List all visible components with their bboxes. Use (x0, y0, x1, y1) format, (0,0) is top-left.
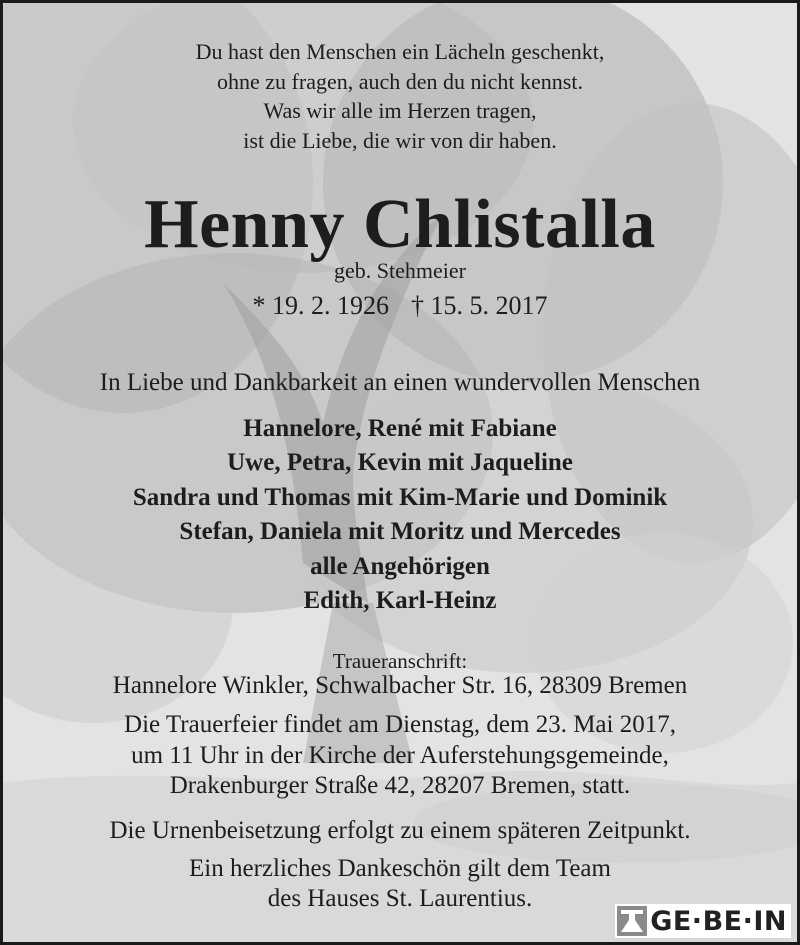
mourning-address: Hannelore Winkler, Schwalbacher Str. 16, 28309 Bremen (112, 672, 688, 699)
ceremony-info (3, 710, 797, 802)
address-label: Traueranschrift: (332, 649, 468, 673)
poem-line: ohne zu fragen, auch den du nicht kennst. (217, 68, 583, 94)
death-date: † 15. 5. 2017 (411, 291, 548, 320)
mourners-list (3, 412, 797, 618)
logo-text: GE·BE·IN (650, 905, 787, 937)
birth-date: * 19. 2. 1926 (252, 291, 389, 320)
poem (3, 37, 797, 155)
mourner-line: Hannelore, René mit Fabiane (243, 415, 557, 442)
ceremony-line: Die Trauerfeier findet am Dienstag, dem 23. Mai 2017, (124, 711, 676, 738)
mourner-line: alle Angehörigen (310, 552, 490, 580)
mourner-line: Uwe, Petra, Kevin mit Jaqueline (227, 449, 573, 477)
mourner-line: Edith, Karl-Heinz (303, 587, 497, 615)
ceremony-line: Drakenburger Straße 42, 28207 Bremen, statt. (169, 772, 631, 799)
publisher-logo (615, 904, 791, 938)
mourner-line: Stefan, Daniela mit Moritz und Mercedes (179, 518, 621, 546)
thanks-line: des Hauses St. Laurentius. (267, 885, 533, 912)
logo-mark-icon (617, 906, 647, 936)
urn-burial-note: Die Urnenbeisetzung erfolgt zu einem späteren Zeitpunkt. (109, 817, 691, 844)
poem-line: Du hast den Menschen ein Lächeln geschenkt, (195, 39, 605, 64)
thanks-line: Ein herzliches Dankeschön gilt dem Team (189, 855, 611, 882)
poem-line: ist die Liebe, die wir von dir haben. (243, 127, 557, 153)
mourner-line: Sandra und Thomas mit Kim-Marie und Dominik (132, 483, 668, 511)
birth-name: geb. Stehmeier (334, 258, 466, 283)
ceremony-line: um 11 Uhr in der Kirche der Auferstehungsgemeinde, (131, 741, 669, 769)
poem-line: Was wir alle im Herzen tragen, (263, 98, 537, 123)
dedication-line: In Liebe und Dankbarkeit an einen wundervollen Menschen (99, 369, 701, 396)
deceased-name: Henny Chlistalla (144, 186, 656, 263)
life-dates (3, 289, 797, 323)
